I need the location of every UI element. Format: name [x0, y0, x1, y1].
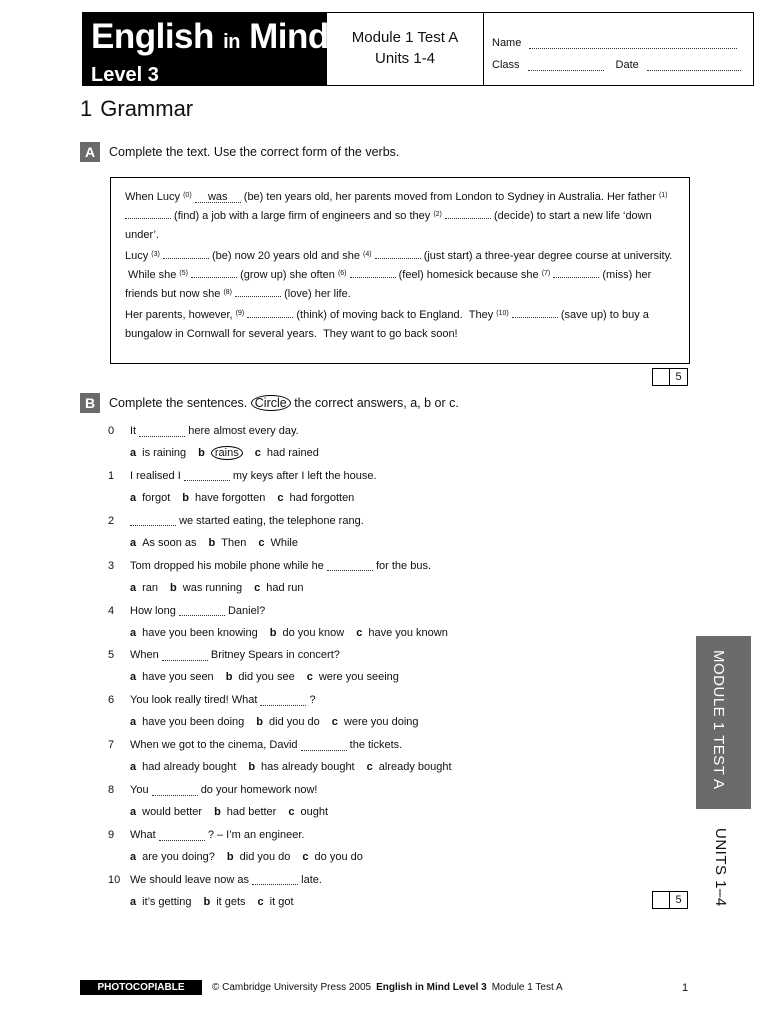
question-item — [108, 420, 668, 465]
test-header — [82, 12, 754, 86]
brand-level: Level 3 — [91, 64, 159, 86]
question-blank[interactable] — [159, 830, 205, 841]
option-c[interactable]: c had forgotten — [277, 491, 355, 504]
question-text-pre: When we got to the cinema, David — [130, 739, 298, 752]
question-text-post: ? – I’m an engineer. — [207, 829, 305, 842]
option-b[interactable]: b it gets — [203, 895, 246, 908]
book-title: English in Mind Level 3 — [376, 982, 487, 993]
module-units: Units 1-4 — [374, 50, 436, 67]
question-blank[interactable] — [327, 560, 373, 571]
option-b[interactable]: b was running — [170, 581, 243, 594]
blank-2[interactable] — [445, 208, 491, 219]
side-tab: MODULE 1 TEST A — [696, 636, 751, 809]
blank-8[interactable] — [235, 286, 281, 297]
side-units: UNITS 1–4 — [712, 828, 729, 907]
option-a[interactable]: a ran — [130, 581, 159, 594]
blank-10[interactable] — [512, 307, 558, 318]
question-text-pre: Tom dropped his mobile phone while he — [130, 559, 324, 572]
option-b[interactable]: b do you know — [269, 626, 345, 639]
question-blank[interactable] — [152, 785, 198, 796]
option-c[interactable]: c were you doing — [331, 716, 419, 729]
question-blank[interactable] — [139, 426, 185, 437]
question-text-post: Daniel? — [227, 604, 266, 617]
score-entry[interactable] — [653, 369, 670, 385]
question-item — [108, 689, 668, 734]
question-list — [108, 420, 668, 914]
page-number: 1 — [682, 982, 689, 994]
option-c[interactable]: c were you seeing — [306, 671, 399, 684]
option-a[interactable]: a have you been doing — [130, 716, 245, 729]
question-blank[interactable] — [130, 515, 176, 526]
option-a[interactable]: a it’s getting — [130, 895, 192, 908]
student-fields — [484, 13, 753, 85]
question-blank[interactable] — [252, 874, 298, 885]
question-text-pre: When — [130, 649, 159, 662]
question-item — [108, 555, 668, 600]
brand-title: English in Mind — [91, 17, 329, 56]
question-text-pre: What — [130, 829, 156, 842]
question-blank[interactable] — [260, 695, 306, 706]
option-c[interactable]: c While — [258, 536, 298, 549]
question-item — [108, 734, 668, 779]
blank-6[interactable] — [350, 267, 396, 278]
option-c[interactable]: c it got — [257, 895, 294, 908]
question-number: 10 — [108, 873, 121, 886]
option-a[interactable]: a had already bought — [130, 761, 237, 774]
option-a[interactable]: a As soon as — [130, 536, 197, 549]
blank-9[interactable] — [247, 307, 293, 318]
circle-word: Circle — [251, 395, 291, 411]
option-c[interactable]: c had rained — [254, 447, 319, 459]
option-b[interactable]: b rains — [198, 447, 243, 459]
part-a-score-box: 5 — [652, 368, 688, 386]
question-number: 7 — [108, 739, 115, 752]
date-label: Date — [615, 59, 639, 71]
option-b[interactable]: b had better — [214, 806, 277, 819]
module-title: Module 1 Test A — [351, 29, 459, 46]
photocopiable-label: PHOTOCOPIABLE — [80, 980, 202, 995]
question-text-pre: I realised I — [130, 469, 181, 482]
option-c[interactable]: c had run — [254, 581, 304, 594]
option-a[interactable]: a forgot — [130, 491, 171, 504]
question-text-post: do your homework now! — [200, 784, 318, 797]
blank-5[interactable] — [191, 267, 237, 278]
option-b[interactable]: b has already bought — [248, 761, 355, 774]
option-b[interactable]: b did you see — [225, 671, 295, 684]
question-text-post: the tickets. — [349, 739, 403, 752]
blank-1[interactable] — [125, 208, 171, 219]
name-label: Name — [492, 37, 522, 49]
question-number: 0 — [108, 425, 115, 437]
question-text-pre: We should leave now as — [130, 873, 250, 886]
question-text-pre: It — [130, 425, 137, 437]
question-text-post: my keys after I left the house. — [232, 469, 377, 482]
footer-module: Module 1 Test A — [491, 982, 563, 993]
example-answer: was — [195, 192, 241, 203]
question-item — [108, 465, 668, 510]
question-text-post: we started eating, the telephone rang. — [179, 514, 364, 527]
question-item — [108, 644, 668, 689]
option-b[interactable]: b Then — [208, 536, 247, 549]
question-text-post: late. — [301, 873, 322, 886]
question-item — [108, 600, 668, 645]
option-c[interactable]: c have you known — [356, 626, 448, 639]
option-b[interactable]: b have forgotten — [182, 491, 266, 504]
section-title: 1 Grammar — [80, 96, 194, 121]
question-number: 2 — [108, 514, 115, 527]
option-c[interactable]: c do you do — [302, 851, 363, 864]
class-label: Class — [492, 59, 520, 71]
question-text-post: Britney Spears in concert? — [210, 649, 340, 662]
question-text-post: for the bus. — [375, 559, 432, 572]
question-item — [108, 779, 668, 824]
blank-3[interactable] — [163, 248, 209, 259]
question-number: 1 — [108, 469, 115, 482]
question-text-post: here almost every day. — [188, 425, 299, 437]
footer — [80, 980, 690, 995]
gap-fill-text: When Lucy $^{(0)}$ was (be) ten years old, her parents moved from London to Sydney in Australia. Her father $^{(1)}$ (find) a job with a large firm of engineers and so they $^{(2)}$ (decide) to start a new life ‘down under’. Lucy $^{(3)}$ (be) now 20 years old and she $^{(4)}$ (just start) a three-year degree course at university. While she $^{(5)}$ (grow up) she often $^{(6)}$ (feel) homesick because she $^{(7)}$ (miss) her friends but now she $^{(8)}$ (love) her life. Her parents, however, $^{(9)}$ (think) of moving back to England. They $^{(10)}$ (save up) to buy a bungalow in Cornwall for several years. They want to go back soon! — [110, 177, 690, 364]
question-number: 8 — [108, 784, 115, 797]
option-a[interactable]: a is raining — [130, 447, 187, 459]
score-entry[interactable] — [653, 892, 670, 908]
option-c[interactable]: c ought — [288, 806, 328, 819]
option-a[interactable]: a are you doing? — [130, 851, 215, 864]
question-item — [108, 869, 668, 914]
class-field[interactable] — [528, 59, 604, 71]
option-a[interactable]: a have you seen — [130, 671, 214, 684]
part-b-score-box: 5 — [652, 891, 688, 909]
blank-7[interactable] — [553, 267, 599, 278]
question-blank[interactable] — [179, 605, 225, 616]
brand-logo — [83, 13, 329, 86]
question-number: 4 — [108, 604, 115, 617]
date-field[interactable] — [647, 59, 741, 71]
question-item — [108, 824, 668, 869]
copyright: © Cambridge University Press 2005 — [212, 982, 372, 993]
part-a-letter: A — [80, 142, 100, 162]
question-text-post: ? — [309, 694, 316, 707]
blank-4[interactable] — [375, 248, 421, 259]
question-number: 5 — [108, 649, 115, 662]
question-text-pre: You — [130, 784, 149, 797]
module-box — [326, 13, 484, 85]
question-blank[interactable] — [162, 650, 208, 661]
question-number: 9 — [108, 829, 115, 842]
part-a-instruction: A Complete the text. Use the correct form of the verbs. — [80, 142, 399, 162]
name-field[interactable] — [529, 37, 737, 49]
option-b[interactable]: b did you do — [226, 851, 291, 864]
question-item — [108, 510, 668, 555]
option-c[interactable]: c already bought — [366, 761, 452, 774]
question-number: 6 — [108, 694, 115, 707]
question-text-pre: How long — [130, 604, 176, 617]
option-a[interactable]: a would better — [130, 806, 203, 819]
part-b-instruction: B Complete the sentences. Circle the correct answers, a, b or c. — [80, 393, 459, 413]
question-text-pre: You look really tired! What — [130, 694, 258, 707]
question-blank[interactable] — [184, 470, 230, 481]
question-blank[interactable] — [301, 740, 347, 751]
option-b[interactable]: b did you do — [256, 716, 320, 729]
question-number: 3 — [108, 559, 115, 572]
part-b-letter: B — [80, 393, 100, 413]
option-a[interactable]: a have you been knowing — [130, 626, 258, 639]
